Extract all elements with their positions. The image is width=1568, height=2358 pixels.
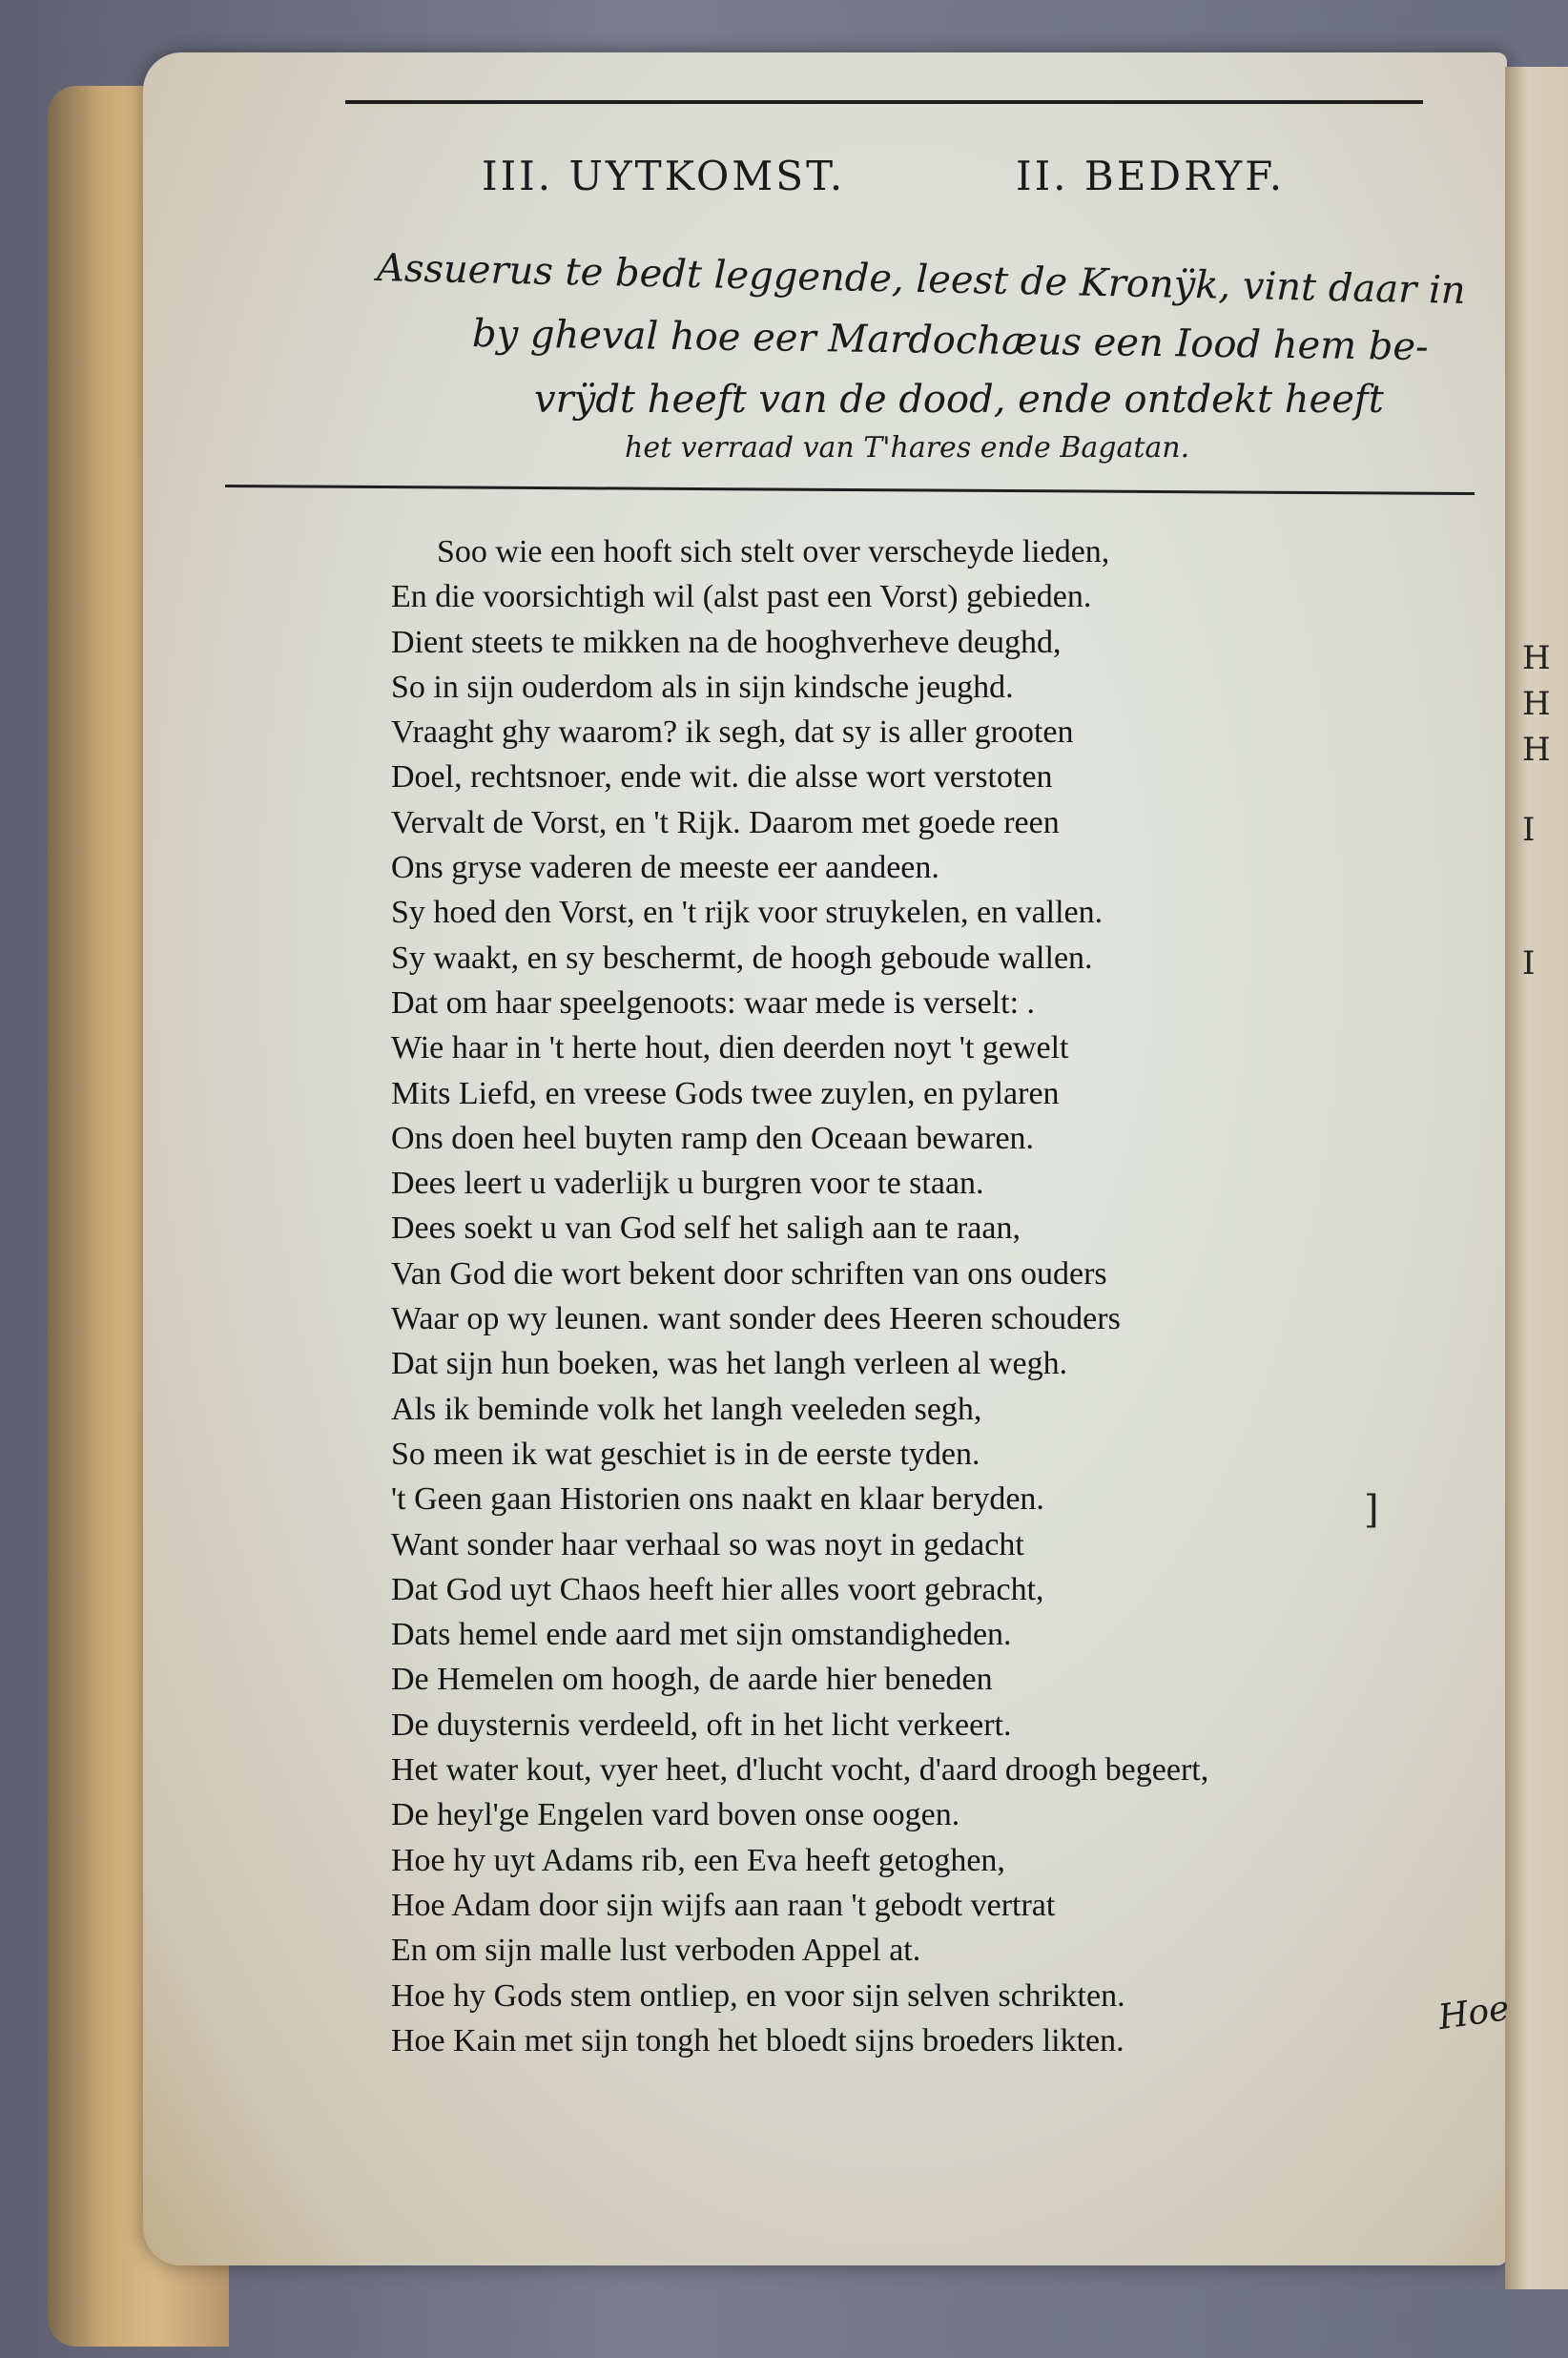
verse-line: Hoe Kain met sijn tongh het bloedt sijns broeders likten. — [391, 2022, 1124, 2058]
facing-page-letter: I — [1522, 811, 1536, 849]
running-head-left: III. UYTKOMST. — [482, 153, 846, 199]
verse-line: Ons doen heel buyten ramp den Oceaan bewaren. — [391, 1120, 1035, 1156]
verse-line: Van God die wort bekent door schriften van ons ouders — [391, 1255, 1107, 1292]
verse-text — [391, 529, 1208, 2063]
argument-line: vrÿdt heeft van de dood, ende ontdekt heeft — [534, 378, 1384, 422]
facing-page-letter: H — [1522, 639, 1551, 677]
verse-line: Dat sijn hun boeken, was het langh verleen al wegh. — [391, 1346, 1068, 1382]
verse-line: Hoe hy uyt Adams rib, een Eva heeft getoghen, — [391, 1842, 1005, 1878]
verse-line: Vraaght ghy waarom? ik segh, dat sy is aller grooten — [391, 714, 1074, 751]
facing-page-letter: H — [1522, 685, 1551, 723]
verse-line: En die voorsichtigh wil (alst past een Vorst) gebieden. — [391, 579, 1092, 615]
verse-line: Hoe Adam door sijn wijfs aan raan 't gebodt vertrat — [391, 1887, 1056, 1923]
verse-line: De heyl'ge Engelen vard boven onse oogen. — [391, 1797, 960, 1833]
verse-line: Waar op wy leunen. want sonder dees Heeren schouders — [391, 1301, 1121, 1337]
verse-line: De duysternis verdeeld, oft in het licht verkeert. — [391, 1706, 1012, 1743]
catchword: Hoe — [1435, 1989, 1512, 2037]
verse-line: Sy waakt, en sy beschermt, de hoogh geboude wallen. — [391, 940, 1093, 976]
facing-page-letter: I — [1522, 944, 1536, 982]
verse-line: So meen ik wat geschiet is in de eerste tyden. — [391, 1436, 980, 1472]
verse-line: Dient steets te mikken na de hooghverheve deughd, — [391, 624, 1062, 660]
running-head-right: II. BEDRYF. — [1016, 153, 1286, 199]
verse-line: 't Geen gaan Historien ons naakt en klaar beryden. — [391, 1481, 1044, 1518]
verse-line: Mits Liefd, en vreese Gods twee zuylen, en pylaren — [391, 1075, 1060, 1111]
verse-line: Dats hemel ende aard met sijn omstandigheden. — [391, 1617, 1012, 1653]
argument-line: Assuerus te bedt leggende, leest de Kronÿk, vint daar in — [376, 246, 1466, 313]
verse-line: Wie haar in 't herte hout, dien deerden noyt 't gewelt — [391, 1030, 1069, 1066]
verse-line: Want sonder haar verhaal so was noyt in gedacht — [391, 1526, 1024, 1562]
verse-line: En om sijn malle lust verboden Appel at. — [391, 1933, 921, 1969]
margin-bracket: ] — [1364, 1488, 1379, 1532]
facing-page — [1505, 67, 1568, 2289]
verse-line: Hoe hy Gods stem ontliep, en voor sijn selven schrikten. — [391, 1977, 1125, 2014]
argument-line: het verraad van T'hares ende Bagatan. — [625, 431, 1190, 465]
verse-line: Doel, rechtsnoer, ende wit. die alsse wort verstoten — [391, 759, 1053, 796]
verse-line: Vervalt de Vorst, en 't Rijk. Daarom met goede reen — [391, 804, 1060, 840]
verse-line: Soo wie een hooft sich stelt over verscheyde lieden, — [437, 534, 1110, 569]
verse-line: Sy hoed den Vorst, en 't rijk voor struykelen, en vallen. — [391, 895, 1104, 931]
top-rule — [345, 100, 1423, 104]
verse-line: De Hemelen om hoogh, de aarde hier beneden — [391, 1662, 993, 1698]
verse-line: Als ik beminde volk het langh veeleden segh, — [391, 1391, 982, 1427]
verse-line: Dees leert u vaderlijk u burgren voor te staan. — [391, 1166, 984, 1202]
verse-line: So in sijn ouderdom als in sijn kindsche jeughd. — [391, 669, 1014, 705]
verse-line: Dat om haar speelgenoots: waar mede is verselt: . — [391, 984, 1036, 1021]
facing-page-letter: H — [1522, 731, 1551, 769]
verse-line: Dees soekt u van God self het saligh aan te raan, — [391, 1210, 1021, 1247]
argument-line: by gheval hoe eer Mardochæus een Iood hem be- — [471, 312, 1429, 369]
verse-line: Het water kout, vyer heet, d'lucht vocht, d'aard droogh begeert, — [391, 1752, 1209, 1789]
verse-line: Dat God uyt Chaos heeft hier alles voort gebracht, — [391, 1571, 1044, 1607]
verse-line: Ons gryse vaderen de meeste eer aandeen. — [391, 850, 939, 886]
